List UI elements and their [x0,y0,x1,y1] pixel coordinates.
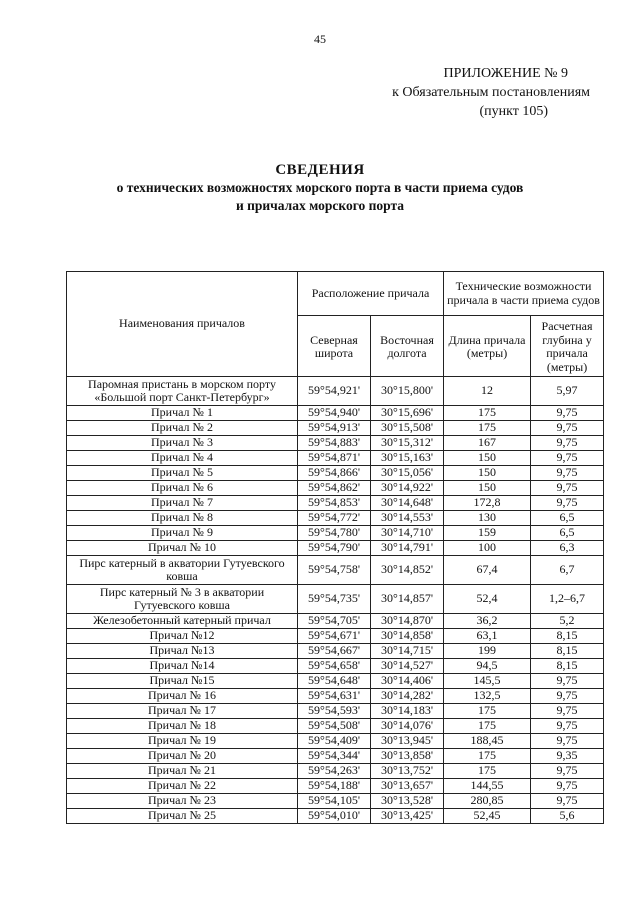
berth-name: Причал № 8 [67,511,298,526]
berth-name: Причал № 2 [67,421,298,436]
berth-depth: 8,15 [531,659,604,674]
berth-depth: 9,75 [531,734,604,749]
table-row [67,481,604,496]
berth-depth: 9,75 [531,406,604,421]
table-row [67,644,604,659]
table-row [67,377,604,406]
table-row [67,556,604,585]
berth-name: Причал № 16 [67,689,298,704]
berth-name: Причал № 18 [67,719,298,734]
table-row [67,466,604,481]
berth-latitude: 59°54,105' [298,794,371,809]
berth-longitude: 30°14,527' [371,659,444,674]
berth-length: 280,85 [444,794,531,809]
berth-longitude: 30°14,852' [371,556,444,585]
berth-name: Причал №14 [67,659,298,674]
table-row [67,809,604,824]
table-row [67,421,604,436]
berth-length: 52,45 [444,809,531,824]
berth-longitude: 30°14,553' [371,511,444,526]
berths-table-body [67,377,604,824]
berth-length: 36,2 [444,614,531,629]
berth-longitude: 30°15,508' [371,421,444,436]
berth-longitude: 30°13,657' [371,779,444,794]
table-row [67,526,604,541]
berth-longitude: 30°14,282' [371,689,444,704]
berth-longitude: 30°14,406' [371,674,444,689]
berth-name: Пирс катерный в акватории Гутуевского ковша [67,556,298,585]
berth-depth: 6,5 [531,511,604,526]
berth-depth: 9,75 [531,719,604,734]
table-row [67,794,604,809]
table-row [67,704,604,719]
berth-longitude: 30°15,312' [371,436,444,451]
table-row [67,614,604,629]
berth-latitude: 59°54,883' [298,436,371,451]
berth-latitude: 59°54,671' [298,629,371,644]
berth-latitude: 59°54,409' [298,734,371,749]
berth-longitude: 30°14,858' [371,629,444,644]
table-row [67,585,604,614]
title-line-2: о технических возможностях морского порта в части приема судов [116,180,524,195]
berth-longitude: 30°14,922' [371,481,444,496]
berth-depth: 1,2–6,7 [531,585,604,614]
berth-latitude: 59°54,790' [298,541,371,556]
berth-depth: 6,7 [531,556,604,585]
berth-depth: 9,75 [531,481,604,496]
berth-depth: 5,97 [531,377,604,406]
berth-depth: 9,75 [531,704,604,719]
table-row [67,511,604,526]
berth-length: 175 [444,719,531,734]
table-row [67,689,604,704]
berth-longitude: 30°14,715' [371,644,444,659]
berth-length: 144,55 [444,779,531,794]
berth-length: 150 [444,466,531,481]
berth-latitude: 59°54,862' [298,481,371,496]
berth-longitude: 30°14,710' [371,526,444,541]
berth-length: 130 [444,511,531,526]
berth-latitude: 59°54,940' [298,406,371,421]
berth-latitude: 59°54,780' [298,526,371,541]
berth-latitude: 59°54,866' [298,466,371,481]
appendix-reference [350,64,590,121]
berth-length: 167 [444,436,531,451]
berth-longitude: 30°13,425' [371,809,444,824]
berth-name: Причал № 20 [67,749,298,764]
berth-depth: 9,35 [531,749,604,764]
table-row [67,436,604,451]
berth-latitude: 59°54,758' [298,556,371,585]
berth-latitude: 59°54,871' [298,451,371,466]
document-title [0,162,640,215]
berth-longitude: 30°13,528' [371,794,444,809]
berth-depth: 6,3 [531,541,604,556]
berth-longitude: 30°15,696' [371,406,444,421]
table-row [67,541,604,556]
berth-name: Пирс катерный № 3 в акватории Гутуевского ковша [67,585,298,614]
header-location: Расположение причала [298,272,444,316]
title-line-3: и причалах морского порта [235,198,405,213]
berth-latitude: 59°54,344' [298,749,371,764]
table-row [67,451,604,466]
berth-depth: 9,75 [531,451,604,466]
berth-length: 132,5 [444,689,531,704]
berth-length: 52,4 [444,585,531,614]
berth-longitude: 30°13,945' [371,734,444,749]
berth-latitude: 59°54,263' [298,764,371,779]
berth-name: Причал № 5 [67,466,298,481]
table-row [67,496,604,511]
berth-longitude: 30°15,163' [371,451,444,466]
berth-length: 175 [444,421,531,436]
berth-length: 159 [444,526,531,541]
berth-name: Причал № 6 [67,481,298,496]
berth-length: 12 [444,377,531,406]
berth-name: Причал № 22 [67,779,298,794]
berth-depth: 9,75 [531,421,604,436]
berth-depth: 9,75 [531,689,604,704]
berth-latitude: 59°54,853' [298,496,371,511]
berth-depth: 9,75 [531,436,604,451]
table-row [67,659,604,674]
berth-depth: 9,75 [531,779,604,794]
berth-depth: 5,6 [531,809,604,824]
title-heading: СВЕДЕНИЯ [275,162,365,178]
table-row [67,764,604,779]
berth-longitude: 30°13,752' [371,764,444,779]
berth-depth: 8,15 [531,629,604,644]
berth-name: Причал № 21 [67,764,298,779]
berth-name: Причал №12 [67,629,298,644]
berth-latitude: 59°54,667' [298,644,371,659]
berth-longitude: 30°14,183' [371,704,444,719]
berth-latitude: 59°54,772' [298,511,371,526]
berth-name: Причал № 4 [67,451,298,466]
berth-name: Причал № 1 [67,406,298,421]
berth-name: Причал № 10 [67,541,298,556]
berth-length: 145,5 [444,674,531,689]
berth-name: Причал №13 [67,644,298,659]
berth-name: Причал № 17 [67,704,298,719]
header-length: Длина причала (метры) [444,316,531,377]
berth-name: Причал № 25 [67,809,298,824]
berth-longitude: 30°13,858' [371,749,444,764]
berth-longitude: 30°14,648' [371,496,444,511]
berth-length: 150 [444,451,531,466]
berth-latitude: 59°54,648' [298,674,371,689]
berth-longitude: 30°15,800' [371,377,444,406]
berth-depth: 9,75 [531,466,604,481]
berth-length: 175 [444,704,531,719]
berth-latitude: 59°54,508' [298,719,371,734]
berth-latitude: 59°54,631' [298,689,371,704]
berth-length: 67,4 [444,556,531,585]
table-row [67,674,604,689]
berth-depth: 8,15 [531,644,604,659]
berth-longitude: 30°14,076' [371,719,444,734]
berth-depth: 6,5 [531,526,604,541]
berth-name: Причал № 7 [67,496,298,511]
berth-length: 188,45 [444,734,531,749]
berths-table [66,271,604,824]
table-row [67,629,604,644]
header-capabilities: Технические возможности причала в части приема судов [444,272,604,316]
berth-latitude: 59°54,921' [298,377,371,406]
berth-latitude: 59°54,010' [298,809,371,824]
appendix-clause: (пункт 105) [479,104,548,119]
berth-name: Причал № 3 [67,436,298,451]
berth-depth: 9,75 [531,674,604,689]
berth-depth: 9,75 [531,496,604,511]
berth-length: 150 [444,481,531,496]
table-row [67,734,604,749]
berth-latitude: 59°54,735' [298,585,371,614]
berth-length: 94,5 [444,659,531,674]
header-name: Наименования причалов [67,272,298,377]
berth-depth: 5,2 [531,614,604,629]
berth-name: Паромная пристань в морском порту «Большой порт Санкт-Петербург» [67,377,298,406]
page-number: 45 [314,32,326,46]
berth-depth: 9,75 [531,794,604,809]
table-row [67,719,604,734]
berth-longitude: 30°14,791' [371,541,444,556]
berth-length: 175 [444,406,531,421]
berth-longitude: 30°15,056' [371,466,444,481]
berth-length: 172,8 [444,496,531,511]
berth-name: Причал № 19 [67,734,298,749]
berth-longitude: 30°14,870' [371,614,444,629]
berth-depth: 9,75 [531,764,604,779]
berth-latitude: 59°54,705' [298,614,371,629]
berth-length: 175 [444,764,531,779]
table-row [67,779,604,794]
berth-latitude: 59°54,188' [298,779,371,794]
berth-length: 175 [444,749,531,764]
berth-latitude: 59°54,658' [298,659,371,674]
berth-latitude: 59°54,913' [298,421,371,436]
table-row [67,406,604,421]
berth-name: Причал № 9 [67,526,298,541]
berth-name: Железобетонный катерный причал [67,614,298,629]
berth-name: Причал № 23 [67,794,298,809]
header-latitude: Северная широта [298,316,371,377]
berth-length: 199 [444,644,531,659]
header-longitude: Восточная долгота [371,316,444,377]
berth-name: Причал №15 [67,674,298,689]
berth-latitude: 59°54,593' [298,704,371,719]
header-depth: Расчетная глубина у причала (метры) [531,316,604,377]
berth-longitude: 30°14,857' [371,585,444,614]
berth-length: 63,1 [444,629,531,644]
appendix-subtitle: к Обязательным постановлениям [392,85,590,100]
table-row [67,749,604,764]
appendix-title: ПРИЛОЖЕНИЕ № 9 [443,66,568,81]
berth-length: 100 [444,541,531,556]
